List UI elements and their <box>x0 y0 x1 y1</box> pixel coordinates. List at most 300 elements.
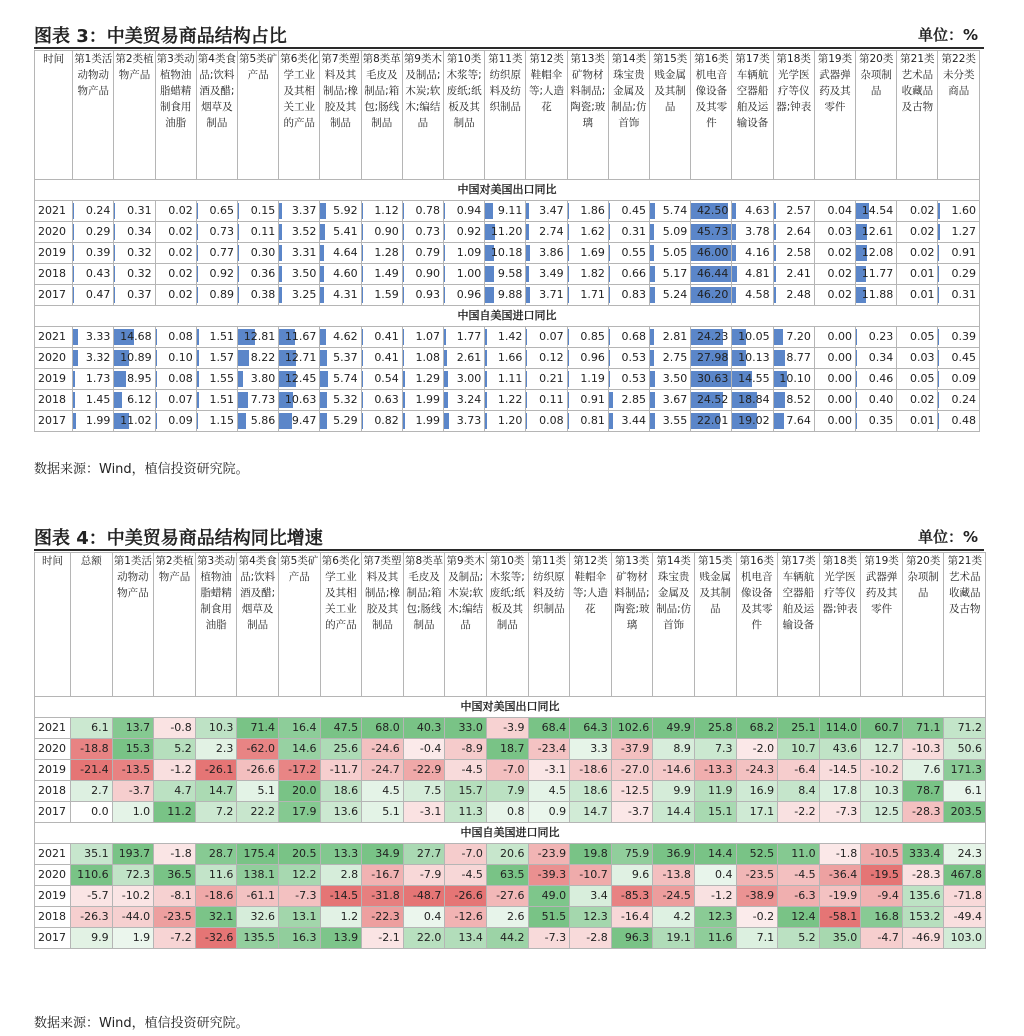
value-cell <box>611 928 653 949</box>
value-text: -2.0 <box>752 742 775 755</box>
value-text: 46.20 <box>696 288 729 301</box>
value-text: 2.8 <box>340 868 359 881</box>
value-text: -10.7 <box>579 868 608 881</box>
value-text: 0.9 <box>548 805 567 818</box>
year-cell: 2019 <box>35 243 73 264</box>
value-cell <box>861 739 903 760</box>
value-cell <box>902 718 944 739</box>
value-text: 11.88 <box>861 288 894 301</box>
value-cell <box>196 348 237 369</box>
value-text: 0.63 <box>374 393 399 406</box>
column-header: 第18类光学医疗等仪器;钟表 <box>773 51 814 180</box>
value-cell <box>403 781 445 802</box>
value-cell <box>320 739 362 760</box>
value-cell <box>938 285 980 306</box>
value-text: -17.2 <box>288 763 317 776</box>
value-text: 3.52 <box>291 225 317 238</box>
value-cell <box>736 760 778 781</box>
value-text: 32.1 <box>208 910 234 923</box>
value-text: 46.00 <box>696 246 729 259</box>
share-bar <box>650 266 654 282</box>
value-cell <box>861 760 903 781</box>
value-cell <box>237 718 279 739</box>
value-cell <box>814 285 855 306</box>
value-cell <box>154 739 196 760</box>
value-text: -31.8 <box>371 889 400 902</box>
share-bar <box>238 413 246 429</box>
value-cell <box>154 928 196 949</box>
value-cell <box>320 781 362 802</box>
value-text: 7.5 <box>423 784 442 797</box>
value-cell <box>362 739 404 760</box>
value-text: 5.74 <box>333 372 358 385</box>
value-cell <box>71 886 113 907</box>
header-row <box>35 553 986 697</box>
value-text: 0.77 <box>209 246 234 259</box>
value-text: -24.6 <box>371 742 400 755</box>
value-cell <box>694 739 736 760</box>
value-cell <box>278 865 320 886</box>
value-cell <box>73 264 114 285</box>
value-cell <box>856 264 897 285</box>
value-text: 0.11 <box>250 225 276 238</box>
value-text: 9.9 <box>673 784 691 797</box>
value-text: 4.5 <box>548 784 567 797</box>
value-text: -28.3 <box>912 805 941 818</box>
value-text: 27.98 <box>696 351 729 364</box>
value-cell <box>195 760 237 781</box>
value-text: 1.49 <box>374 267 399 280</box>
value-text: 78.7 <box>915 784 941 797</box>
value-cell <box>861 781 903 802</box>
value-text: 0.10 <box>168 351 193 364</box>
value-cell <box>897 285 938 306</box>
value-cell <box>567 390 608 411</box>
value-cell <box>819 760 861 781</box>
value-cell <box>732 201 773 222</box>
value-cell <box>403 760 445 781</box>
column-header: 第17类车辆航空器船舶及运输设备 <box>732 51 773 180</box>
value-cell <box>902 928 944 949</box>
value-cell <box>238 390 279 411</box>
value-text: 28.7 <box>208 847 234 860</box>
value-text: 30.63 <box>696 372 729 385</box>
value-cell <box>944 928 986 949</box>
value-cell <box>361 285 402 306</box>
value-cell <box>71 928 113 949</box>
value-cell <box>154 844 196 865</box>
value-cell <box>938 348 980 369</box>
value-text: 1.57 <box>209 351 234 364</box>
column-header: 第9类木及制品;木炭;软木;编结品 <box>402 51 443 180</box>
value-text: 8.4 <box>798 784 816 797</box>
value-text: 0.07 <box>168 393 193 406</box>
value-text: 18.7 <box>500 742 525 755</box>
value-text: 1.66 <box>497 351 523 364</box>
value-cell <box>653 865 695 886</box>
value-cell <box>402 222 443 243</box>
value-text: 0.53 <box>621 351 647 364</box>
value-cell <box>608 222 649 243</box>
value-cell <box>154 718 196 739</box>
value-cell <box>650 369 691 390</box>
column-header: 时间 <box>35 553 71 697</box>
value-text: 42.50 <box>696 204 729 217</box>
value-text: 16.8 <box>874 910 899 923</box>
value-text: 22.01 <box>696 414 729 427</box>
column-header: 第11类纺织原料及纺织制品 <box>528 553 570 697</box>
value-cell <box>403 886 445 907</box>
share-bar <box>444 392 448 408</box>
value-text: 15.1 <box>708 805 733 818</box>
value-cell <box>279 411 320 432</box>
value-text: 0.29 <box>951 267 976 280</box>
value-text: -16.7 <box>371 868 400 881</box>
value-cell <box>526 285 567 306</box>
value-text: 14.68 <box>120 330 152 343</box>
share-bar <box>774 266 776 282</box>
value-cell <box>773 369 814 390</box>
value-cell <box>694 928 736 949</box>
value-text: 0.53 <box>621 372 647 385</box>
share-bar <box>856 392 857 408</box>
value-cell <box>237 781 279 802</box>
value-cell <box>237 907 279 928</box>
value-cell <box>938 264 980 285</box>
value-cell <box>71 781 113 802</box>
share-bar <box>403 371 405 387</box>
value-text: 1.12 <box>374 204 399 217</box>
value-text: 1.77 <box>456 330 482 343</box>
value-cell <box>278 844 320 865</box>
share-bar <box>650 287 655 303</box>
value-cell <box>238 327 279 348</box>
value-cell <box>732 264 773 285</box>
value-text: 14.7 <box>583 805 608 818</box>
value-cell <box>279 285 320 306</box>
value-text: 0.41 <box>374 330 399 343</box>
value-cell <box>773 201 814 222</box>
value-text: -46.9 <box>912 931 941 944</box>
column-header: 第3类动植物油脂蜡精制食用油脂 <box>155 51 196 180</box>
value-cell <box>570 718 612 739</box>
column-header: 第9类木及制品;木炭;软木;编结品 <box>445 553 487 697</box>
value-text: 3.50 <box>662 372 688 385</box>
value-text: 33.0 <box>458 721 483 734</box>
value-cell <box>814 264 855 285</box>
value-cell <box>485 390 526 411</box>
share-bar <box>568 329 569 345</box>
value-cell <box>320 907 362 928</box>
share-bar <box>73 371 75 387</box>
share-bar <box>362 287 363 303</box>
value-cell <box>195 781 237 802</box>
year-cell: 2018 <box>35 781 71 802</box>
value-cell <box>278 718 320 739</box>
value-text: 68.2 <box>749 721 775 734</box>
value-cell <box>938 243 980 264</box>
value-cell <box>71 865 113 886</box>
value-cell <box>732 327 773 348</box>
value-text: -7.3 <box>544 931 567 944</box>
value-text: 5.05 <box>662 246 688 259</box>
value-cell <box>238 411 279 432</box>
value-cell <box>944 907 986 928</box>
value-text: -19.9 <box>828 889 858 902</box>
value-text: 17.1 <box>749 805 775 818</box>
value-text: 175.4 <box>243 847 275 860</box>
value-text: 35.1 <box>84 847 109 860</box>
share-bar <box>568 371 570 387</box>
value-cell <box>526 222 567 243</box>
share-bar <box>114 392 122 408</box>
value-text: 0.02 <box>909 225 935 238</box>
fig3-unit: 单位：% <box>918 26 979 44</box>
fig4-title-rule <box>34 549 984 551</box>
value-text: 10.13 <box>738 351 770 364</box>
value-cell <box>650 285 691 306</box>
year-cell: 2021 <box>35 844 71 865</box>
value-cell <box>320 285 361 306</box>
share-bar <box>320 203 325 219</box>
value-cell <box>819 739 861 760</box>
value-text: 3.73 <box>456 414 482 427</box>
value-cell <box>736 739 778 760</box>
value-cell <box>897 390 938 411</box>
value-cell <box>570 907 612 928</box>
value-cell <box>691 390 732 411</box>
value-text: 5.09 <box>662 225 688 238</box>
value-cell <box>778 802 820 823</box>
value-text: 135.6 <box>908 889 941 902</box>
value-text: 8.52 <box>786 393 811 406</box>
share-bar <box>444 203 445 219</box>
value-text: -0.8 <box>170 721 192 734</box>
value-text: -12.5 <box>620 784 650 797</box>
share-bar <box>609 287 610 303</box>
value-text: 0.03 <box>909 351 935 364</box>
column-header: 第13类矿物材料制品;陶瓷;玻璃 <box>567 51 608 180</box>
year-cell: 2020 <box>35 865 71 886</box>
value-cell <box>938 201 980 222</box>
value-text: 1.99 <box>85 414 111 427</box>
value-text: -61.1 <box>246 889 275 902</box>
value-cell <box>402 264 443 285</box>
value-cell <box>114 243 155 264</box>
share-bar <box>73 413 76 429</box>
value-cell <box>237 760 279 781</box>
column-header: 第21类艺术品收藏品及古物 <box>944 553 986 697</box>
value-cell <box>861 718 903 739</box>
value-text: 0.15 <box>250 204 276 217</box>
share-bar <box>197 287 198 303</box>
value-cell <box>778 844 820 865</box>
value-cell <box>778 865 820 886</box>
value-text: 72.3 <box>125 868 151 881</box>
value-text: 0.34 <box>868 351 894 364</box>
value-cell <box>691 222 732 243</box>
value-cell <box>402 411 443 432</box>
value-text: 8.77 <box>786 351 811 364</box>
value-cell <box>485 201 526 222</box>
value-text: -18.6 <box>204 889 234 902</box>
value-text: 0.32 <box>127 267 152 280</box>
column-header: 第15类贱金属及其制品 <box>694 553 736 697</box>
value-text: 10.3 <box>874 784 899 797</box>
value-cell <box>653 907 695 928</box>
table-row <box>35 760 986 781</box>
value-text: 0.21 <box>539 372 564 385</box>
value-cell <box>694 718 736 739</box>
table-row <box>35 327 980 348</box>
value-cell <box>195 886 237 907</box>
value-text: -28.3 <box>912 868 941 881</box>
value-text: 35.0 <box>832 931 858 944</box>
share-bar <box>197 245 198 261</box>
value-cell <box>486 718 528 739</box>
value-text: 0.91 <box>951 246 976 259</box>
value-cell <box>71 802 113 823</box>
value-cell <box>608 201 649 222</box>
value-cell <box>528 886 570 907</box>
value-cell <box>653 928 695 949</box>
value-cell <box>694 865 736 886</box>
value-cell <box>402 369 443 390</box>
value-text: 11.0 <box>791 847 816 860</box>
value-cell <box>486 844 528 865</box>
value-text: 12.2 <box>292 868 317 881</box>
value-cell <box>278 781 320 802</box>
value-text: 0.96 <box>580 351 605 364</box>
value-cell <box>73 243 114 264</box>
value-text: 11.67 <box>284 330 317 343</box>
value-cell <box>570 928 612 949</box>
value-cell <box>528 739 570 760</box>
value-text: 17.9 <box>292 805 317 818</box>
value-cell <box>114 390 155 411</box>
share-bar <box>526 245 529 261</box>
value-cell <box>653 760 695 781</box>
share-bar <box>362 266 363 282</box>
value-cell <box>155 285 196 306</box>
value-text: 0.90 <box>374 225 399 238</box>
value-text: 5.41 <box>333 225 358 238</box>
value-text: 45.73 <box>696 225 729 238</box>
share-bar <box>609 350 610 366</box>
value-text: -32.6 <box>204 931 234 944</box>
share-bar <box>938 413 939 429</box>
value-cell <box>155 243 196 264</box>
value-text: 1.22 <box>497 393 523 406</box>
value-text: 24.3 <box>957 847 983 860</box>
value-text: 0.08 <box>539 414 564 427</box>
share-bar <box>444 224 445 240</box>
value-text: -3.1 <box>544 763 567 776</box>
share-bar <box>568 203 570 219</box>
share-bar <box>320 329 326 345</box>
value-text: 0.73 <box>209 225 234 238</box>
value-cell <box>195 907 237 928</box>
table-row <box>35 928 986 949</box>
share-bar <box>526 266 529 282</box>
value-text: 0.83 <box>621 288 647 301</box>
value-text: 7.2 <box>215 805 234 818</box>
value-text: 1.07 <box>415 330 441 343</box>
value-cell <box>814 201 855 222</box>
value-text: 22.2 <box>250 805 275 818</box>
share-bar <box>362 224 363 240</box>
value-text: 2.57 <box>786 204 811 217</box>
value-text: 18.6 <box>583 784 608 797</box>
value-text: 203.5 <box>950 805 983 818</box>
value-cell <box>861 865 903 886</box>
value-text: 13.3 <box>333 847 359 860</box>
export-section-row <box>35 697 986 718</box>
value-text: -58.1 <box>828 910 858 923</box>
value-cell <box>611 865 653 886</box>
value-text: 2.75 <box>662 351 688 364</box>
value-cell <box>403 865 445 886</box>
value-text: 71.4 <box>250 721 275 734</box>
value-text: 2.61 <box>456 351 482 364</box>
share-bar <box>320 371 328 387</box>
value-cell <box>320 886 362 907</box>
value-cell <box>736 907 778 928</box>
value-cell <box>196 285 237 306</box>
value-cell <box>732 369 773 390</box>
value-text: 1.42 <box>497 330 523 343</box>
share-bar <box>609 329 610 345</box>
value-text: 1.20 <box>497 414 523 427</box>
value-text: 0.65 <box>209 204 234 217</box>
value-cell <box>691 411 732 432</box>
value-cell <box>773 327 814 348</box>
value-text: 1.71 <box>580 288 605 301</box>
value-text: -7.2 <box>170 931 192 944</box>
value-text: -85.3 <box>620 889 650 902</box>
value-cell <box>238 222 279 243</box>
table-row <box>35 802 986 823</box>
value-text: 1.99 <box>415 393 441 406</box>
value-text: 1.51 <box>209 393 234 406</box>
value-cell <box>320 802 362 823</box>
column-header: 时间 <box>35 51 73 180</box>
value-cell <box>736 865 778 886</box>
value-cell <box>897 201 938 222</box>
value-cell <box>279 264 320 285</box>
value-cell <box>608 327 649 348</box>
value-cell <box>196 264 237 285</box>
value-cell <box>650 348 691 369</box>
share-bar <box>320 392 327 408</box>
value-text: 20.5 <box>292 847 317 860</box>
value-cell <box>196 201 237 222</box>
value-cell <box>608 243 649 264</box>
value-cell <box>485 285 526 306</box>
value-cell <box>403 928 445 949</box>
value-cell <box>653 781 695 802</box>
value-cell <box>856 348 897 369</box>
share-bar <box>197 329 199 345</box>
value-text: -7.0 <box>461 847 483 860</box>
value-cell <box>361 348 402 369</box>
value-text: 6.12 <box>127 393 152 406</box>
share-bar <box>485 413 487 429</box>
value-text: 6.1 <box>91 721 109 734</box>
value-cell <box>155 411 196 432</box>
export-section-label: 中国对美国出口同比 <box>35 697 986 718</box>
value-text: 0.41 <box>374 351 399 364</box>
